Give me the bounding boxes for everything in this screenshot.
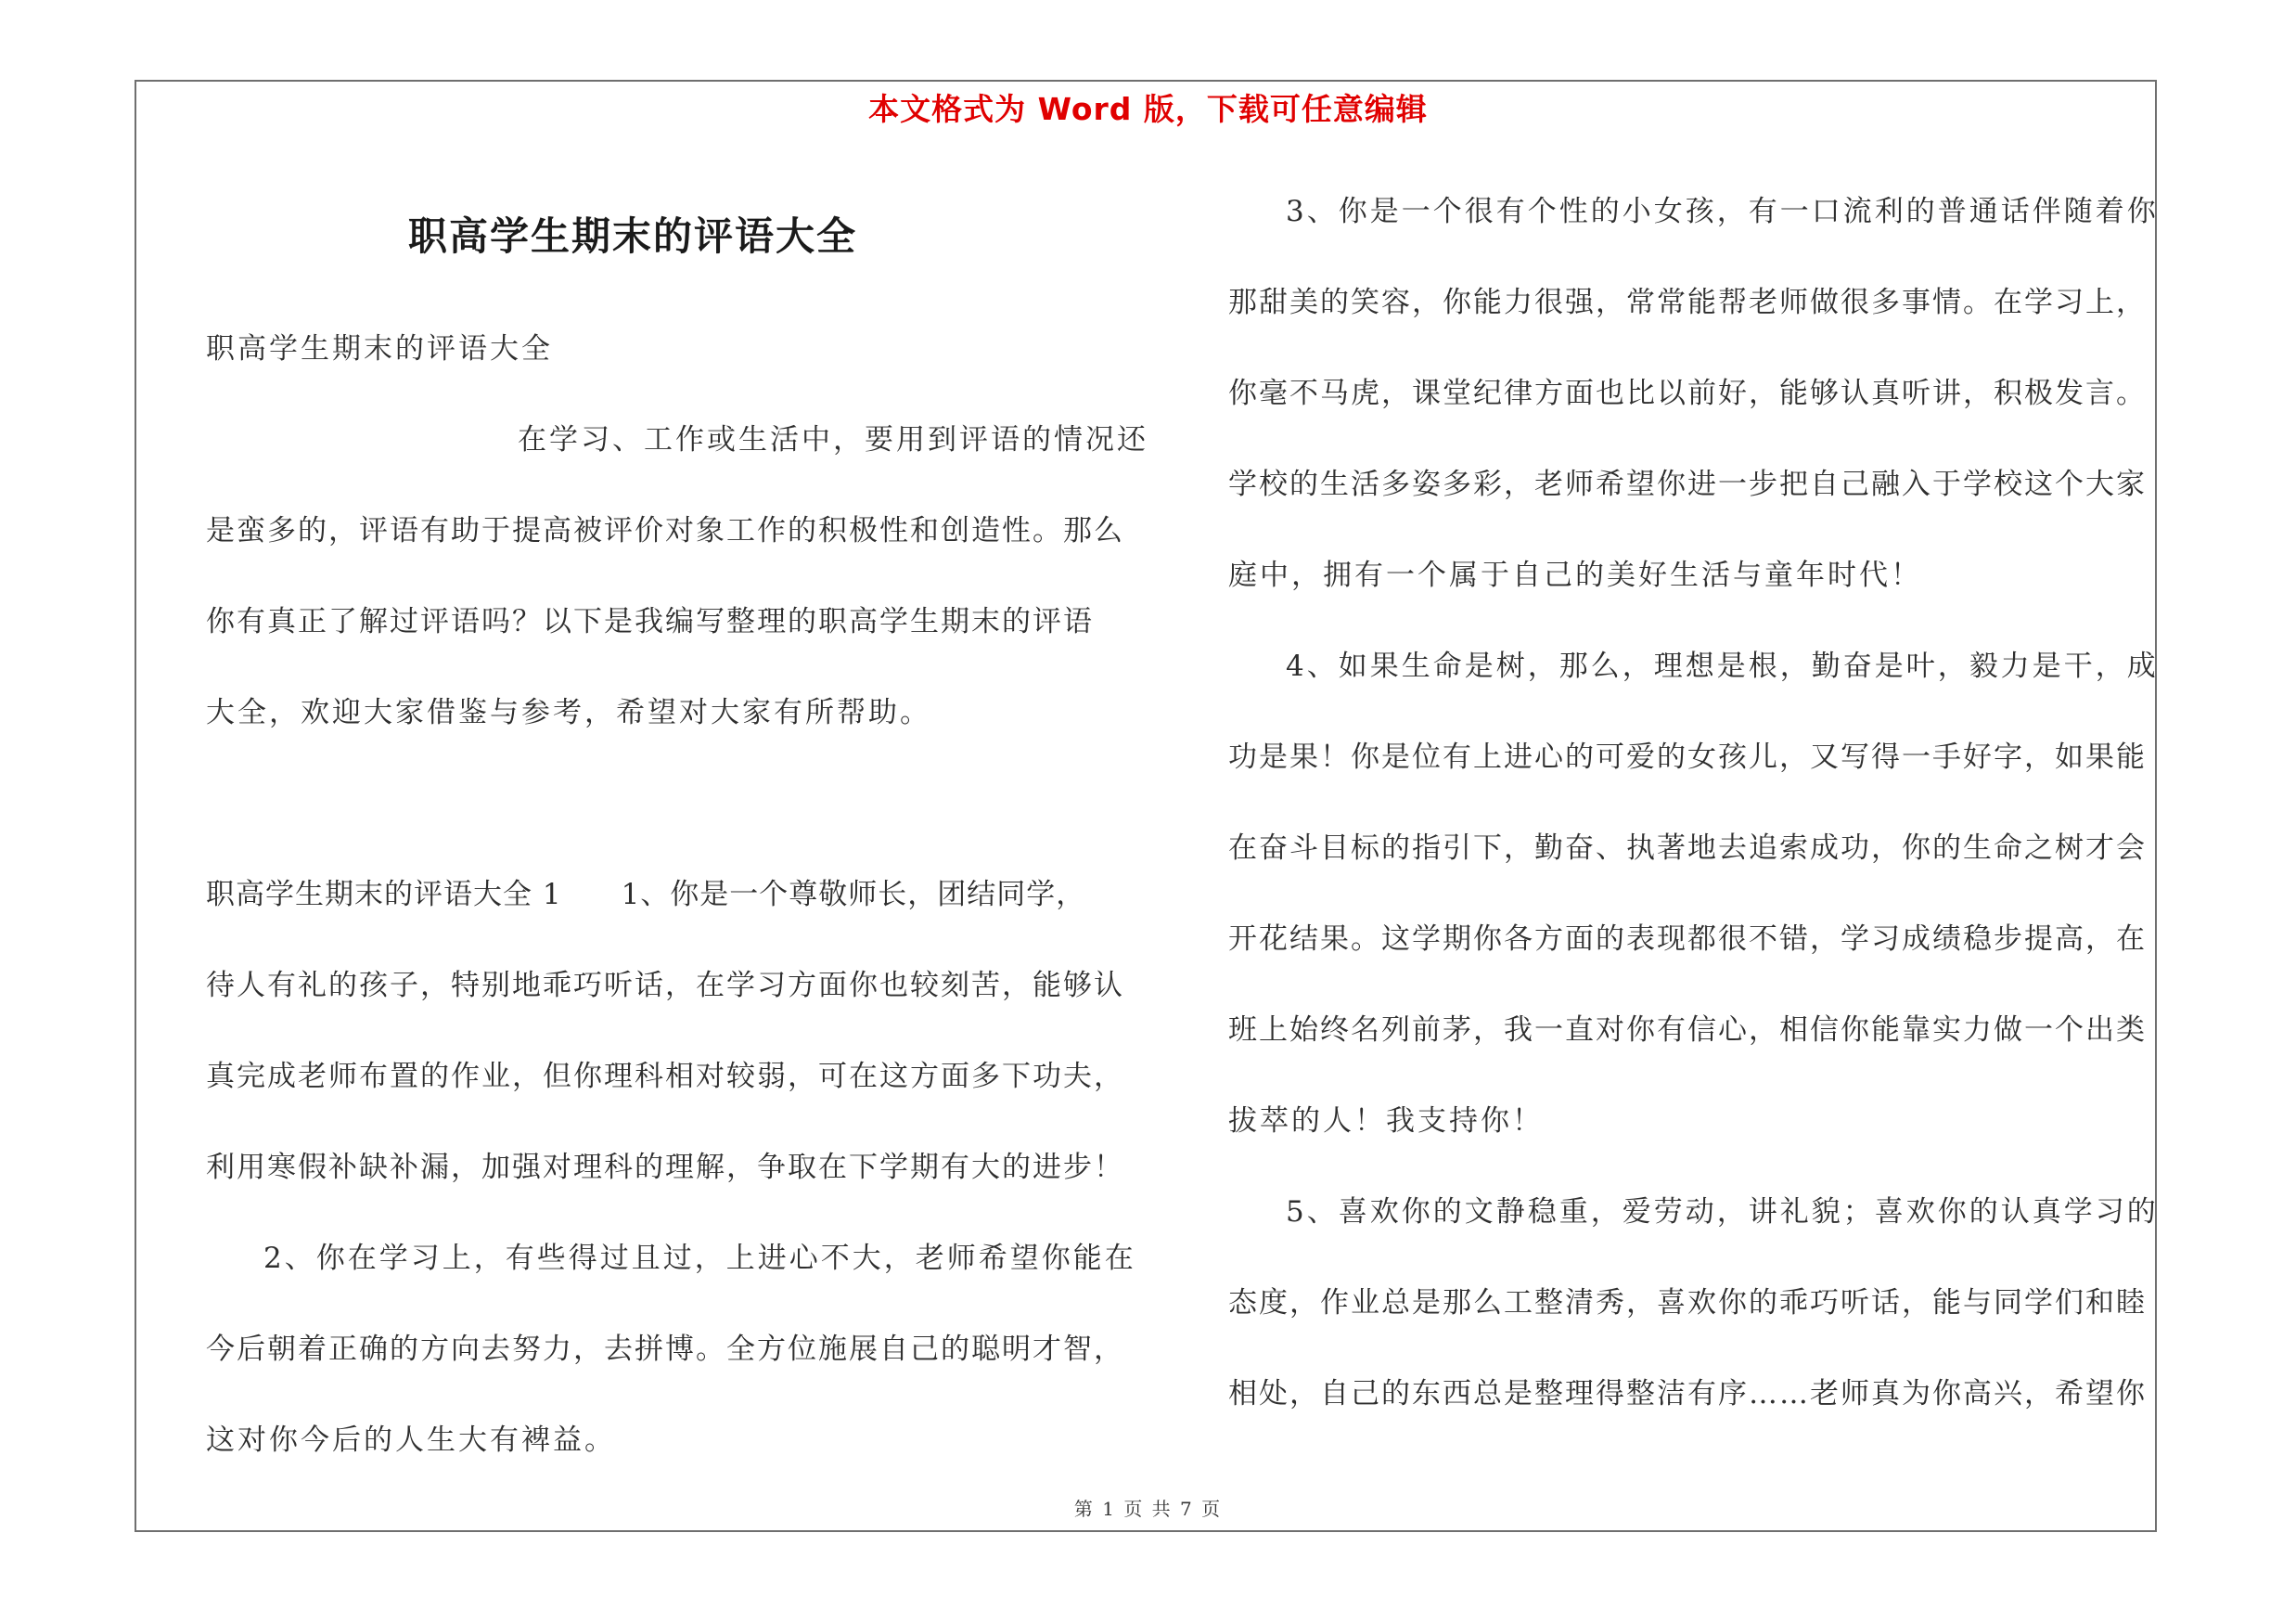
left-line: 在学习、工作或生活中，要用到评语的情况还 xyxy=(518,423,1148,457)
left-line: 是蛮多的，评语有助于提高被评价对象工作的积极性和创造性。那么 xyxy=(206,514,1124,547)
left-line: 你有真正了解过评语吗？以下是我编写整理的职高学生期末的评语 xyxy=(206,605,1094,638)
left-line: 利用寒假补缺补漏，加强对理科的理解，争取在下学期有大的进步！ xyxy=(206,1151,1124,1184)
left-line: 待人有礼的孩子，特别地乖巧听话，在学习方面你也较刻苦，能够认 xyxy=(206,969,1124,1002)
document-title: 职高学生期末的评语大全 xyxy=(407,213,857,259)
right-line: 开花结果。这学期你各方面的表现都很不错，学习成绩稳步提高，在 xyxy=(1228,922,2147,956)
right-line: 相处，自己的东西总是整理得整洁有序……老师真为你高兴，希望你 xyxy=(1228,1377,2147,1410)
right-line: 班上始终名列前茅，我一直对你有信心，相信你能靠实力做一个出类 xyxy=(1228,1013,2147,1047)
left-line: 职高学生期末的评语大全 xyxy=(206,332,553,366)
right-line: 那甜美的笑容，你能力很强，常常能帮老师做很多事情。在学习上， xyxy=(1228,286,2147,319)
left-line: 真完成老师布置的作业，但你理科相对较弱，可在这方面多下功夫， xyxy=(206,1060,1124,1093)
right-line: 你毫不马虎，课堂纪律方面也比以前好，能够认真听讲，积极发言。 xyxy=(1228,377,2147,410)
page-number-footer: 第 1 页 共 7 页 xyxy=(1073,1498,1223,1520)
left-line: 职高学生期末的评语大全 1 1、你是一个尊敬师长，团结同学， xyxy=(206,878,1086,911)
word-format-notice: 本文格式为 Word 版，下载可任意编辑 xyxy=(868,91,1428,127)
left-line: 2、你在学习上，有些得过且过，上进心不大，老师希望你能在 xyxy=(263,1242,1136,1275)
right-line: 3、你是一个很有个性的小女孩，有一口流利的普通话伴随着你 xyxy=(1286,195,2159,228)
right-line: 学校的生活多姿多彩，老师希望你进一步把自己融入于学校这个大家 xyxy=(1228,468,2147,501)
right-line: 庭中，拥有一个属于自己的美好生活与童年时代！ xyxy=(1228,559,1922,592)
left-line: 这对你今后的人生大有裨益。 xyxy=(206,1423,616,1457)
left-line: 今后朝着正确的方向去努力，去拼博。全方位施展自己的聪明才智， xyxy=(206,1333,1124,1366)
left-line: 大全，欢迎大家借鉴与参考，希望对大家有所帮助。 xyxy=(206,696,931,729)
right-line: 在奋斗目标的指引下，勤奋、执著地去追索成功，你的生命之树才会 xyxy=(1228,831,2147,865)
right-line: 5、喜欢你的文静稳重，爱劳动，讲礼貌；喜欢你的认真学习的 xyxy=(1286,1195,2159,1229)
right-line: 4、如果生命是树，那么，理想是根，勤奋是叶，毅力是干，成 xyxy=(1286,650,2159,683)
right-line: 功是果！你是位有上进心的可爱的女孩儿，又写得一手好字，如果能 xyxy=(1228,741,2147,774)
right-column xyxy=(1228,0,2159,1623)
right-line: 拔萃的人！我支持你！ xyxy=(1228,1104,1544,1138)
right-line: 态度，作业总是那么工整清秀，喜欢你的乖巧听话，能与同学们和睦 xyxy=(1228,1286,2147,1320)
